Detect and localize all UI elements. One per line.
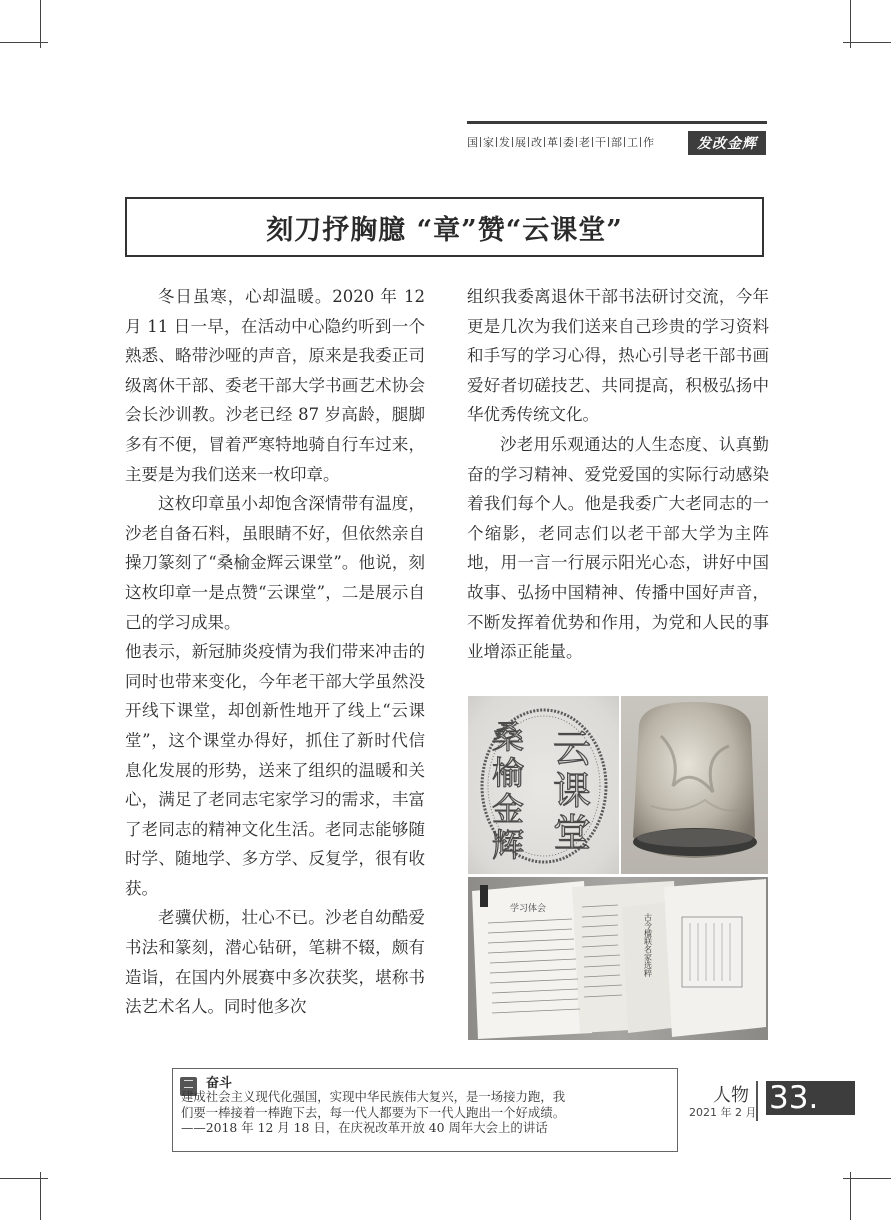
header-separator xyxy=(592,137,593,147)
department-char: 展 xyxy=(515,136,526,149)
department-char: 家 xyxy=(483,136,494,149)
document-vertical-title: 古今楹联名家选粹 xyxy=(643,913,653,977)
paragraph: 沙老用乐观通达的人生态度、认真勤奋的学习精神、爱党爱国的实际行动感染着我们每个人。他是我委广大老同志的一个缩影，老同志们以老干部大学为主阵地，用一言一行展示阳光心态，讲好中国故事、弘扬中国精神、传播中国好声音，不断发挥着优势和作用，为党和人民的事业增添正能量。 xyxy=(467,434,769,662)
crop-mark xyxy=(843,1178,891,1179)
document-heading: 学习体会 xyxy=(509,904,547,914)
paragraph: 他表示，新冠肺炎疫情为我们带来冲击的同时也带来变化，今年老干部大学虽然没开线下课堂，却创新性地开了线上“云课堂”，这个课堂办得好，抓住了新时代信息化发展的形势，送来了组织的温暖和关心，满足了老同志宅家学习的需求，丰富了老同志的精神文化生活。老同志能够随时学、随地学、多方学、反复学，很有收获。 xyxy=(125,642,425,898)
crop-mark xyxy=(850,0,851,48)
department-char: 发 xyxy=(499,136,510,149)
crop-mark xyxy=(40,0,41,48)
header-separator xyxy=(640,137,641,147)
paragraph: 冬日虽寒，心却温暖。2020 年 12 月 11 日一早，在活动中心隐约听到一个熟悉、略带沙哑的声音，原来是我委正司级离休干部、委老干部大学书画艺术协会会长沙训教。沙老已经 87 岁高龄，腿脚多有不便，冒着严寒特地骑自行车过来，主要是为我们送来一枚印章。 xyxy=(125,287,425,484)
header-separator xyxy=(512,137,513,147)
issue-date: 2021 年 2 月 xyxy=(689,1106,757,1119)
column-brand-logo: 发改金辉 xyxy=(688,131,766,155)
header-separator xyxy=(496,137,497,147)
crop-mark xyxy=(0,1178,48,1179)
department-char: 委 xyxy=(563,136,574,149)
seal-char: 榆 xyxy=(491,754,525,792)
seal-imprint-graphic xyxy=(468,696,619,874)
seal-char: 桑 xyxy=(491,718,525,756)
study-materials-photo xyxy=(468,877,768,1040)
department-char: 干 xyxy=(595,136,606,149)
header-separator xyxy=(608,137,609,147)
seal-char: 课 xyxy=(552,769,592,813)
paragraph: 这枚印章虽小却饱含深情带有温度，沙老自备石料，虽眼睛不好，但依然亲自操刀篆刻了“桑榆金辉云课堂”。他说，刻这枚印章一是点赞“云课堂”，二是展示自己的学习成果。 xyxy=(125,494,425,632)
paragraph: 组织我委离退休干部书法研讨交流，今年更是几次为我们送来自己珍贵的学习资料和手写的学习心得，热心引导老干部书画爱好者切磋技艺、共同提高，积极弘扬中华优秀传统文化。 xyxy=(467,287,769,425)
seal-char: 金 xyxy=(491,790,525,828)
seal-char: 辉 xyxy=(491,826,525,864)
footer-divider xyxy=(756,1081,758,1121)
article-column-right xyxy=(467,282,769,667)
crop-mark xyxy=(850,1172,851,1220)
seal-char: 云 xyxy=(552,727,592,771)
quote-source: ——2018 年 12 月 18 日，在庆祝改革开放 40 周年大会上的讲话 xyxy=(181,1120,548,1136)
article-title: 刻刀抒胸臆 “章”赞“云课堂” xyxy=(266,214,623,246)
header-separator xyxy=(544,137,545,147)
header-separator xyxy=(480,137,481,147)
header-separator xyxy=(528,137,529,147)
department-char: 老 xyxy=(579,136,590,149)
documents-graphic xyxy=(468,877,768,1040)
section-label: 人物 xyxy=(713,1085,749,1106)
article-title-box xyxy=(125,197,764,257)
seal-char: 堂 xyxy=(552,811,592,855)
page-number: 33. xyxy=(766,1081,855,1115)
quote-heading: 奋斗 xyxy=(206,1076,233,1091)
paragraph: 老骥伏枥，壮心不已。沙老自幼酷爱书法和篆刻，潜心钻研，笔耕不辍，颇有造诣，在国内外展赛中多次获奖，堪称书法艺术名人。同时他多次 xyxy=(125,908,425,1017)
quote-line: 们要一棒接着一棒跑下去，每一代人都要为下一代人跑出一个好成绩。 xyxy=(181,1104,566,1120)
quote-text xyxy=(181,1089,671,1136)
header-separator xyxy=(576,137,577,147)
article-column-left xyxy=(125,282,425,1022)
crop-mark xyxy=(0,42,48,43)
seal-stone-photo xyxy=(621,696,768,874)
seal-imprint-photo xyxy=(468,696,619,874)
department-char: 改 xyxy=(531,136,542,149)
quote-line: 建成社会主义现代化强国，实现中华民族伟大复兴，是一场接力跑，我 xyxy=(181,1089,566,1104)
crop-mark xyxy=(843,42,891,43)
department-char: 国 xyxy=(467,136,478,149)
header-separator xyxy=(624,137,625,147)
crop-mark xyxy=(40,1172,41,1220)
seal-stone-graphic xyxy=(621,696,768,874)
department-char: 工 xyxy=(627,136,638,149)
department-char: 革 xyxy=(547,136,558,149)
department-header xyxy=(467,134,654,150)
header-separator xyxy=(560,137,561,147)
department-char: 作 xyxy=(643,136,654,149)
header-rule xyxy=(467,121,767,124)
department-char: 部 xyxy=(611,136,622,149)
